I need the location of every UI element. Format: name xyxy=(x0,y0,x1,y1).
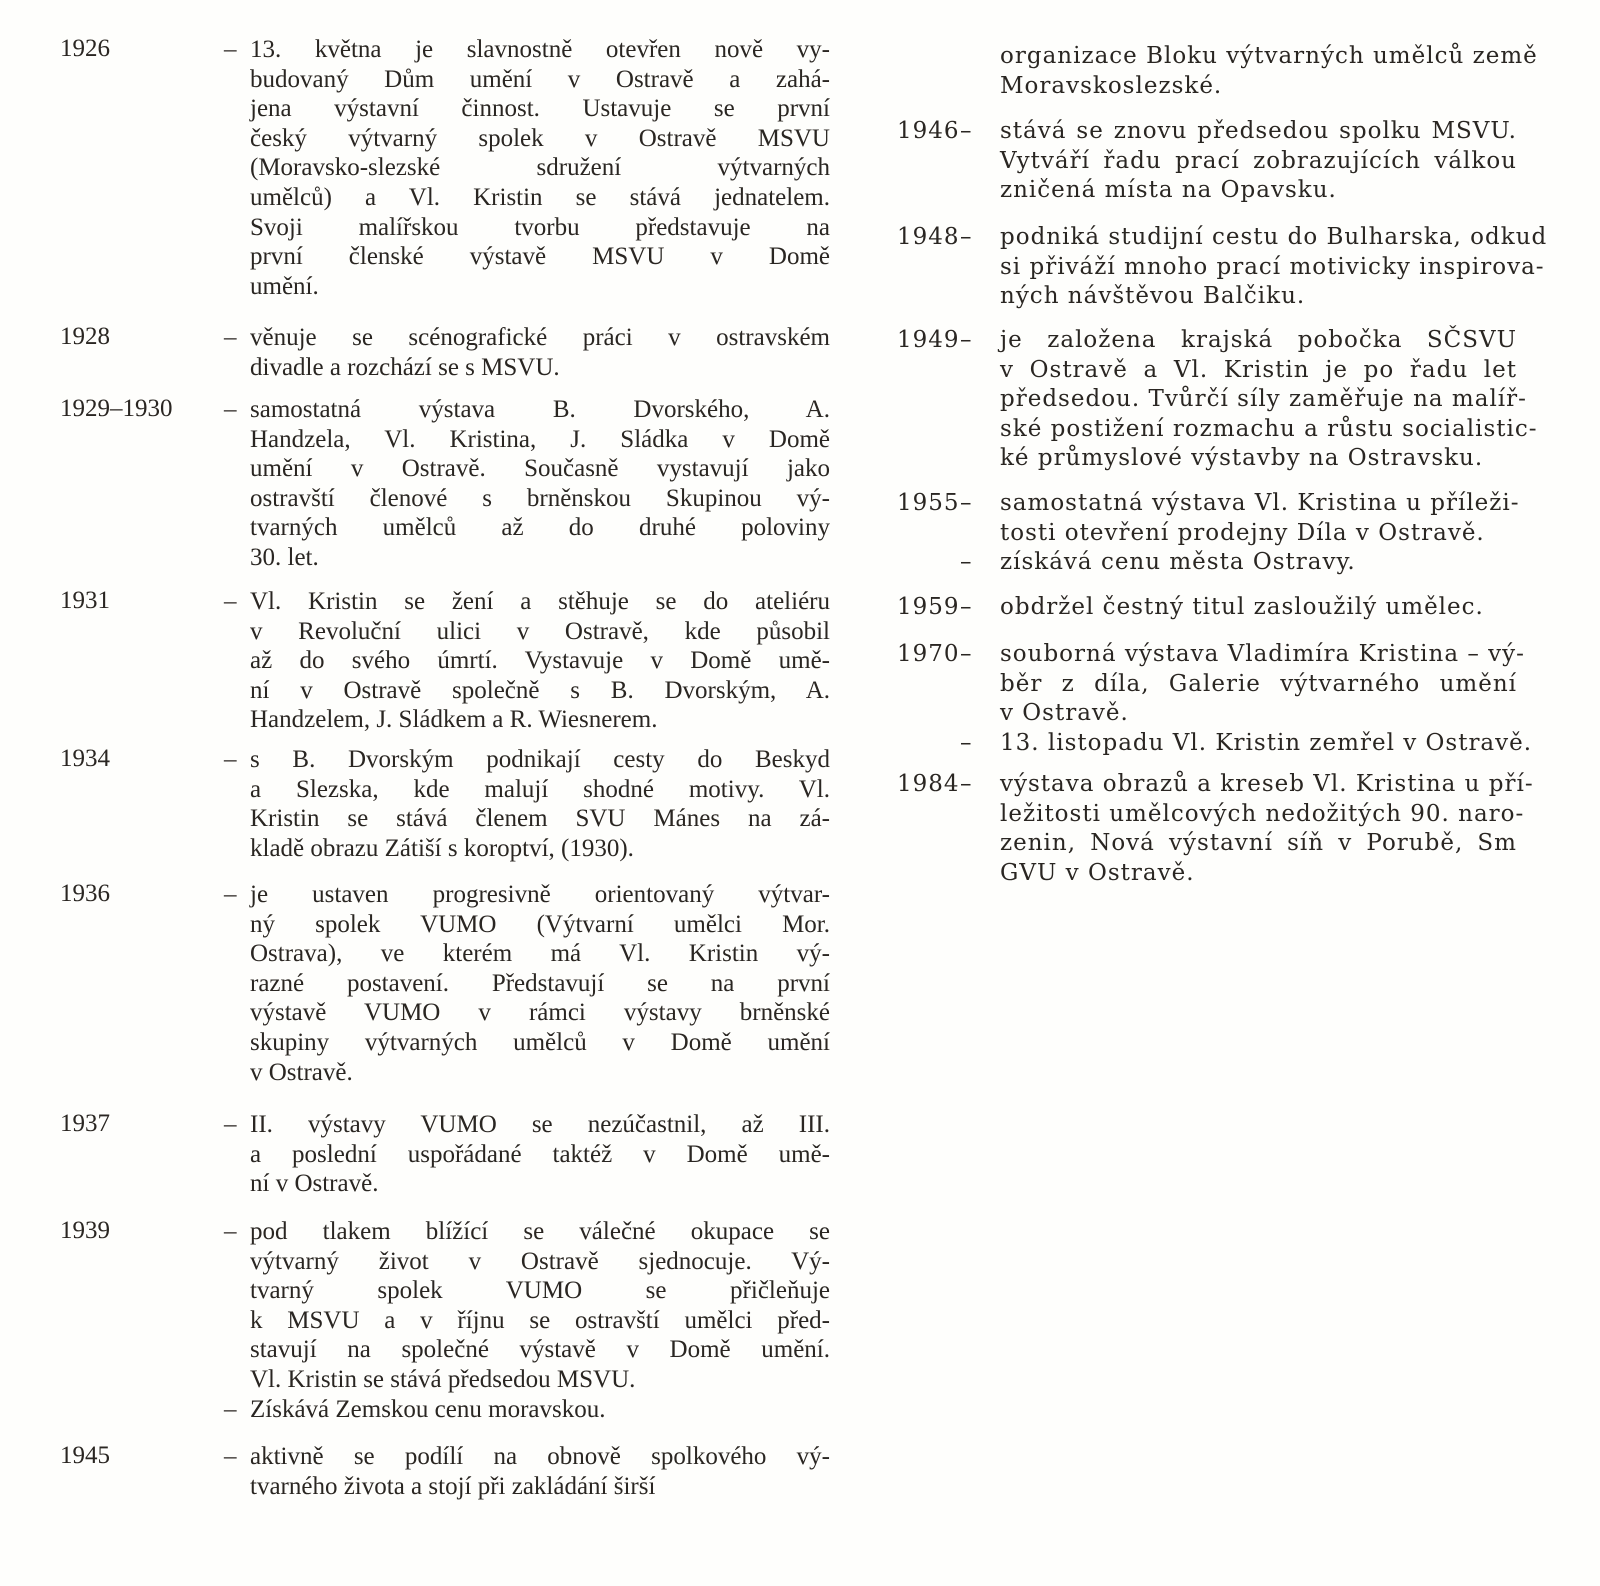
entry-text-line: pod tlakem blížící se válečné okupace se xyxy=(250,1218,830,1245)
entry-item xyxy=(960,770,1534,888)
entry-text-line: zenin, Nová výstavní síň v Porubě, Sm xyxy=(1000,830,1517,857)
entry-text-line: běr z díla, Galerie výtvarného umění xyxy=(1000,670,1517,697)
entry-year: 1948 xyxy=(897,224,960,250)
chronology-entry xyxy=(60,745,830,863)
entry-year: 1931 xyxy=(60,587,110,614)
entry-text-line: ní v Ostravě. xyxy=(250,1170,379,1198)
entry-text-line: skupiny výtvarných umělců v Domě umění xyxy=(250,1028,830,1056)
entry-dash: – xyxy=(224,881,237,908)
entry-dash: – xyxy=(960,549,973,576)
entry-dash: – xyxy=(960,224,973,250)
entry-text-line: samostatná výstava B. Dvorského, A. xyxy=(250,396,830,423)
entry-text-line: český výtvarný spolek v Ostravě MSVU xyxy=(250,124,830,152)
chronology-entry xyxy=(897,223,1548,312)
entry-text-line: GVU v Ostravě. xyxy=(1000,859,1195,886)
entry-dash: – xyxy=(224,324,237,351)
entry-year: 1959 xyxy=(897,594,960,620)
entry-text-line: umělců) a Vl. Kristin se stává jednatelem. xyxy=(250,183,830,211)
entry-text-line: ných návštěvou Balčiku. xyxy=(1000,283,1306,310)
entry-text-line: první členské výstavě MSVU v Domě xyxy=(250,243,830,271)
entry-item xyxy=(960,729,1533,759)
entry-text-line: v Ostravě. xyxy=(1000,700,1129,727)
entry-item xyxy=(224,1442,830,1501)
entry-dash: – xyxy=(224,1395,237,1423)
entry-dash: – xyxy=(960,327,973,353)
entry-text-line: a poslední uspořádané taktéž v Domě umě- xyxy=(250,1140,830,1168)
entry-item xyxy=(224,745,830,863)
entry-text-line: tvarný spolek VUMO se přičleňuje xyxy=(250,1277,830,1305)
entry-year: 1946 xyxy=(897,118,960,144)
entry-text-line: umění v Ostravě. Současně vystavují jako xyxy=(250,455,830,483)
entry-text-line: obdržel čestný titul zasloužilý umělec. xyxy=(1000,594,1484,620)
entry-dash: – xyxy=(960,771,973,797)
entry-item xyxy=(224,587,830,735)
entry-text-line: až do svého úmrtí. Vystavuje v Domě umě- xyxy=(250,647,830,675)
entry-text-line: Handzelem, J. Sládkem a R. Wiesnerem. xyxy=(250,706,658,734)
entry-text-line: umění. xyxy=(250,272,319,300)
chronology-entry xyxy=(897,489,1520,578)
entry-text-line: jena výstavní činnost. Ustavuje se první xyxy=(250,95,830,123)
chronology-entry xyxy=(60,35,830,301)
entry-text-line: divadle a rozchází se s MSVU. xyxy=(250,353,560,381)
chronology-entry xyxy=(897,326,1538,474)
entry-text-line: a Slezska, kde malují shodné motivy. Vl. xyxy=(250,775,830,803)
entry-text-line: je ustaven progresivně orientovaný výtvar- xyxy=(250,881,830,908)
entry-text-line: ní v Ostravě společně s B. Dvorským, A. xyxy=(250,676,830,704)
entry-item xyxy=(224,880,830,1087)
entry-text-line: v Ostravě a Vl. Kristin je po řadu let xyxy=(1000,356,1517,383)
entry-text-line: 30. let. xyxy=(250,543,319,571)
entry-dash: – xyxy=(960,118,973,144)
chronology-entry xyxy=(60,395,830,573)
chronology-entry xyxy=(897,42,1538,101)
entry-text-line: výtvarný život v Ostravě sjednocuje. Vý- xyxy=(250,1247,830,1275)
entry-text-line: v Ostravě. xyxy=(250,1058,353,1086)
entry-text-line: stavují na společné výstavě v Domě umění. xyxy=(250,1336,830,1364)
entry-item xyxy=(1000,42,1538,101)
entry-year: 1984 xyxy=(897,771,960,797)
entry-text-line: si přiváží mnoho prací motivicky inspirova- xyxy=(1000,253,1545,280)
entry-dash: – xyxy=(224,1111,237,1138)
entry-text-line: II. výstavy VUMO se nezúčastnil, až III. xyxy=(250,1111,830,1138)
entry-year: 1936 xyxy=(60,880,110,907)
chronology-entry xyxy=(897,640,1533,758)
chronology-entry xyxy=(897,770,1534,888)
entry-year: 1955 xyxy=(897,490,960,516)
entry-dash: – xyxy=(224,1218,237,1245)
entry-item xyxy=(960,223,1548,312)
entry-text-line: Moravskoslezské. xyxy=(1000,72,1223,99)
entry-year: 1949 xyxy=(897,327,960,353)
entry-text-line: organizace Bloku výtvarných umělců země xyxy=(1000,43,1538,69)
entry-text-line: razné postavení. Představují se na první xyxy=(250,969,830,997)
entry-dash: – xyxy=(224,36,237,63)
entry-text-line: 13. listopadu Vl. Kristin zemřel v Ostravě. xyxy=(1000,729,1533,756)
entry-item xyxy=(224,395,830,573)
entry-text-line: samostatná výstava Vl. Kristina u příleži- xyxy=(1000,490,1520,516)
entry-text-line: získává cenu města Ostravy. xyxy=(1000,549,1356,576)
entry-year: 1945 xyxy=(60,1442,110,1469)
entry-text-line: s B. Dvorským podnikají cesty do Beskyd xyxy=(250,746,830,773)
entry-dash: – xyxy=(224,588,237,615)
entry-text-line: tosti otevření prodejny Díla v Ostravě. xyxy=(1000,519,1485,546)
entry-text-line: výstava obrazů a kreseb Vl. Kristina u pří- xyxy=(1000,771,1534,797)
entry-text-line: podniká studijní cestu do Bulharska, odkud xyxy=(1000,224,1548,250)
entry-text-line: souborná výstava Vladimíra Kristina – vý- xyxy=(1000,641,1525,667)
entry-item xyxy=(960,489,1520,548)
entry-text-line: zničená místa na Opavsku. xyxy=(1000,177,1337,204)
chronology-entry xyxy=(60,880,830,1087)
entry-dash: – xyxy=(224,1443,237,1470)
entry-text-line: stává se znovu předsedou spolku MSVU. xyxy=(1000,118,1517,144)
chronology-entry xyxy=(60,1110,830,1199)
entry-text-line: kladě obrazu Zátiší s koroptví, (1930). xyxy=(250,834,634,862)
entry-text-line: ské postižení rozmachu a růstu socialistic- xyxy=(1000,415,1538,442)
chronology-entry xyxy=(60,1442,830,1501)
entry-item xyxy=(224,1217,830,1395)
entry-text-line: Kristin se stává členem SVU Mánes na zá- xyxy=(250,805,830,833)
entry-item xyxy=(960,593,1517,623)
entry-year: 1929–1930 xyxy=(60,395,173,422)
entry-text-line: tvarného života a stojí při zakládání širší xyxy=(250,1472,656,1500)
entry-text-line: k MSVU a v říjnu se ostravští umělci před- xyxy=(250,1306,830,1334)
entry-year: 1934 xyxy=(60,745,110,772)
entry-text-line: Svoji malířskou tvorbu představuje na xyxy=(250,213,830,241)
entry-year: 1937 xyxy=(60,1110,110,1137)
entry-dash: – xyxy=(960,641,973,667)
entry-text-line: Ostrava), ve kterém má Vl. Kristin vý- xyxy=(250,940,830,968)
entry-text-line: ležitosti umělcových nedožitých 90. naro- xyxy=(1000,800,1525,827)
chronology-entry xyxy=(897,593,1517,623)
entry-text-line: 13. května je slavnostně otevřen nově vy- xyxy=(250,36,830,63)
entry-text-line: budovaný Dům umění v Ostravě a zahá- xyxy=(250,65,830,93)
entry-year: 1939 xyxy=(60,1217,110,1244)
entry-year: 1928 xyxy=(60,323,110,350)
chronology-entry xyxy=(60,587,830,735)
entry-text-line: Vytváří řadu prací zobrazujících válkou xyxy=(1000,147,1517,174)
entry-year: 1970 xyxy=(897,641,960,667)
entry-dash: – xyxy=(224,396,237,423)
entry-item xyxy=(224,1110,830,1199)
entry-text-line: ké průmyslové výstavby na Ostravsku. xyxy=(1000,445,1484,472)
entry-text-line: výstavě VUMO v rámci výstavy brněnské xyxy=(250,999,830,1027)
chronology-entry xyxy=(60,1217,830,1424)
entry-item xyxy=(224,323,830,382)
entry-item xyxy=(960,548,1517,578)
entry-text-line: aktivně se podílí na obnově spolkového vý- xyxy=(250,1443,830,1470)
entry-dash: – xyxy=(224,746,237,773)
chronology-entry xyxy=(897,117,1517,206)
entry-text-line: předsedou. Tvůrčí síly zaměřuje na malíř- xyxy=(1000,386,1527,413)
entry-dash: – xyxy=(960,490,973,516)
entry-dash: – xyxy=(960,594,973,620)
entry-text-line: tvarných umělců až do druhé poloviny xyxy=(250,514,830,542)
entry-text-line: věnuje se scénografické práci v ostravském xyxy=(250,324,830,351)
entry-text-line: v Revoluční ulici v Ostravě, kde působil xyxy=(250,617,830,645)
entry-text-line: ostravští členové s brněnskou Skupinou vý- xyxy=(250,484,830,512)
entry-text-line: Vl. Kristin se žení a stěhuje se do ateliéru xyxy=(250,588,830,615)
entry-text-line: je založena krajská pobočka SČSVU xyxy=(1000,327,1517,353)
chronology-entry xyxy=(60,323,830,382)
entry-dash: – xyxy=(960,729,973,756)
entry-item xyxy=(960,117,1517,206)
entry-item xyxy=(224,35,830,301)
entry-text-line: Handzela, Vl. Kristina, J. Sládka v Domě xyxy=(250,425,830,453)
entry-year: 1926 xyxy=(60,35,110,62)
entry-text-line: Vl. Kristin se stává předsedou MSVU. xyxy=(250,1365,636,1393)
entry-text-line: (Moravsko-slezské sdružení výtvarných xyxy=(250,154,830,182)
entry-text-line: ný spolek VUMO (Výtvarní umělci Mor. xyxy=(250,910,830,938)
entry-text-line: Získává Zemskou cenu moravskou. xyxy=(250,1395,606,1423)
entry-item xyxy=(960,326,1538,474)
entry-item xyxy=(224,1395,830,1425)
entry-item xyxy=(960,640,1525,729)
